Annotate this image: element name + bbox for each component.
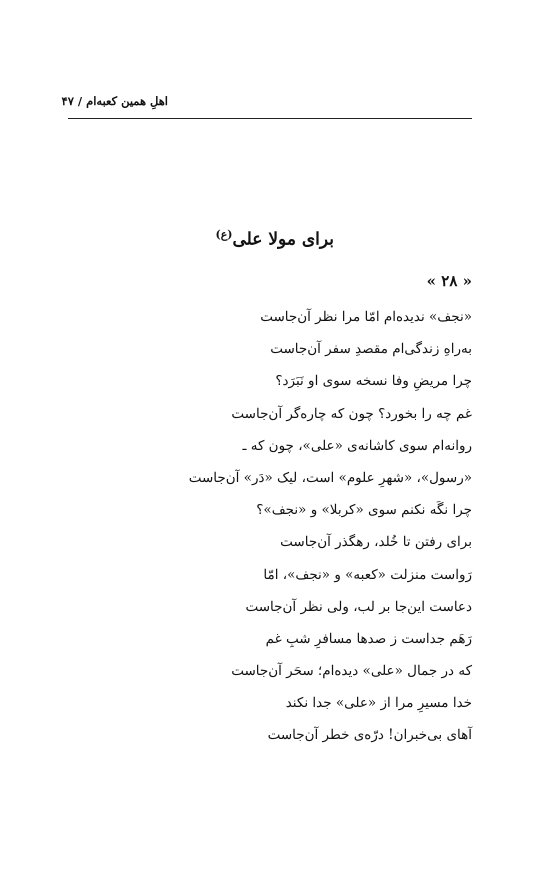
running-head: اهلِ همین کعبه‌ام / ۴۷ [61,94,168,108]
verse-line-5: روانه‌ام سوی کاشانه‌ی «علی»، چون که ـ [242,437,472,454]
verse-line-2: به‌راهِ زندگی‌ام مقصدِ سفر آن‌جاست [270,341,472,358]
verse-line-1: «نجف» ندیده‌ام امّا مرا نظر آن‌جاست [260,309,472,325]
verse-line-7: چرا نگَه نکنم سوی «کربلا» و «نجف»؟ [256,502,472,519]
verse-line-4: غم چه را بخورد؟ چون که چاره‌گر آن‌جاست [231,405,472,422]
verse-line-8: برای رفتن تا خُلد، رهگذر آن‌جاست [280,534,472,551]
verse-line-10: دعاست این‌جا بر لب، ولی نظر آن‌جاست [245,598,472,615]
verse-line-13: خدا مسیرِ مرا از «علی» جدا نکند [285,695,472,712]
poem-title-text: برای مولا علی [232,229,334,250]
verse-line-11: رَهَم جداست ز صدها مسافرِ شبِ غم [265,630,472,647]
verse-line-6: «رسول»، «شهرِ علوم» است، لیک «دَر» آن‌جاست [188,469,472,486]
verse-line-9: رَواست منزلت «کعبه» و «نجف»، امّا [263,566,472,583]
verse-line-14: آهای بی‌خبران! درّه‌ی خطر آن‌جاست [267,727,472,744]
header-rule [68,118,472,119]
verse-line-12: که در جمال «علی» دیده‌ام؛ سحَر آن‌جاست [231,663,472,680]
poem-number: « ۲۸ » [426,272,472,290]
poem-title [216,228,335,250]
poem-verses [142,306,472,757]
verse-line-3: چرا مریضِ وفا نسخه سوی او نَبَرَد؟ [275,373,472,390]
poem-title-honorific: (ع) [215,228,233,241]
